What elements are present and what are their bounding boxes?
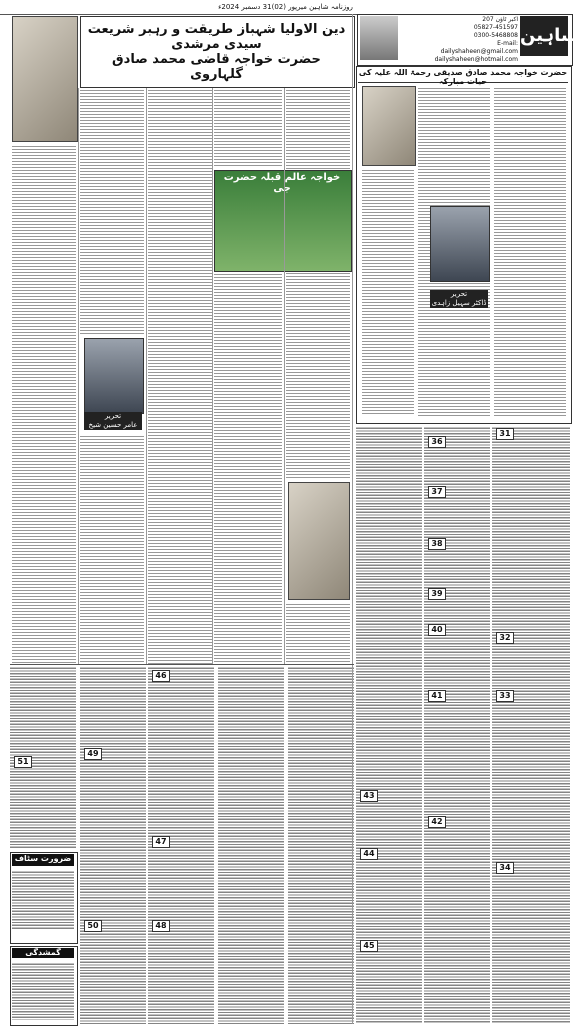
ad-number: 41 <box>428 690 446 702</box>
ad-number: 43 <box>360 790 378 802</box>
article-column <box>494 86 566 416</box>
column-divider <box>352 14 353 1024</box>
section-divider <box>10 664 354 665</box>
author-label: تحریر <box>84 412 142 421</box>
article-column <box>286 602 350 664</box>
author-portrait <box>430 206 490 282</box>
email-label: E-mail: <box>497 40 518 47</box>
masthead-contact <box>400 16 518 64</box>
right-article-title: حضرت خواجہ محمد صادق صدیقی رحمۃ اللہ علیہ کی حیات مبارکہ <box>358 68 568 86</box>
article-column <box>214 272 282 664</box>
ad-number: 36 <box>428 436 446 448</box>
saint-portrait-photo <box>12 16 78 142</box>
ad-number: 47 <box>152 836 170 848</box>
ad-number: 39 <box>428 588 446 600</box>
column-divider <box>146 88 147 664</box>
ad-number: 48 <box>152 920 170 932</box>
article-column <box>286 88 350 478</box>
article-column <box>148 88 212 664</box>
article-column <box>80 88 144 334</box>
author-name: ڈاکٹر سہیل زاہدی <box>431 299 487 307</box>
ad-number: 37 <box>428 486 446 498</box>
ad-number: 46 <box>152 670 170 682</box>
classified-column <box>492 426 570 1024</box>
author-label: تحریر <box>430 290 488 299</box>
classified-column <box>356 426 422 1024</box>
staff-wanted-text <box>12 870 74 930</box>
column-divider <box>78 88 79 664</box>
article-column <box>80 434 144 664</box>
date-line: روزنامہ شاہین میرپور (02)31 دسمبر 2024ء <box>0 0 571 15</box>
classified-column <box>424 426 490 1024</box>
ad-number: 38 <box>428 538 446 550</box>
ad-number: 50 <box>84 920 102 932</box>
main-headline: دین الاولیا شہباز طریقت و رہبر شریعت سیدی مرشدی <box>87 22 346 52</box>
article-column <box>214 88 282 168</box>
newspaper-logo: شاہین <box>520 16 568 56</box>
ad-number: 42 <box>428 816 446 828</box>
address: اکبر ٹاؤن 207 <box>482 16 518 23</box>
saint-photo <box>362 86 416 166</box>
email-1: dailyshaheen@gmail.com <box>440 48 518 55</box>
column-divider <box>284 88 285 664</box>
classified-column <box>288 666 354 1024</box>
religious-figure-photo <box>288 482 350 600</box>
ad-number: 34 <box>496 862 514 874</box>
ad-number: 45 <box>360 940 378 952</box>
lost-notice-heading: گمشدگی <box>12 948 74 958</box>
column-divider <box>212 88 213 664</box>
article-column <box>362 168 414 416</box>
staff-wanted-heading: ضرورت سٹاف <box>12 854 74 866</box>
phone-2: 0300-5468808 <box>473 32 518 39</box>
author-portrait <box>84 338 144 414</box>
ad-number: 40 <box>428 624 446 636</box>
author-name: عامر حسین شیخ <box>84 421 142 430</box>
email-2: dailyshaheen@hotmail.com <box>434 56 518 63</box>
ad-number: 49 <box>84 748 102 760</box>
masthead-photo <box>360 16 398 60</box>
classified-column <box>218 666 284 1024</box>
phone-1: 05827-451597 <box>473 24 518 31</box>
lost-notice-text <box>12 962 74 1020</box>
ad-number: 32 <box>496 632 514 644</box>
ad-number: 33 <box>496 690 514 702</box>
ad-number: 31 <box>496 428 514 440</box>
article-column <box>12 144 76 664</box>
center-banner-title: خواجہ عالم قبلہ حضرت جی <box>223 172 341 194</box>
ad-number: 51 <box>14 756 32 768</box>
classified-column <box>80 666 146 1024</box>
sub-headline: حضرت خواجہ قاضی محمد صادق گلہاروی <box>112 52 321 82</box>
ad-number: 44 <box>360 848 378 860</box>
